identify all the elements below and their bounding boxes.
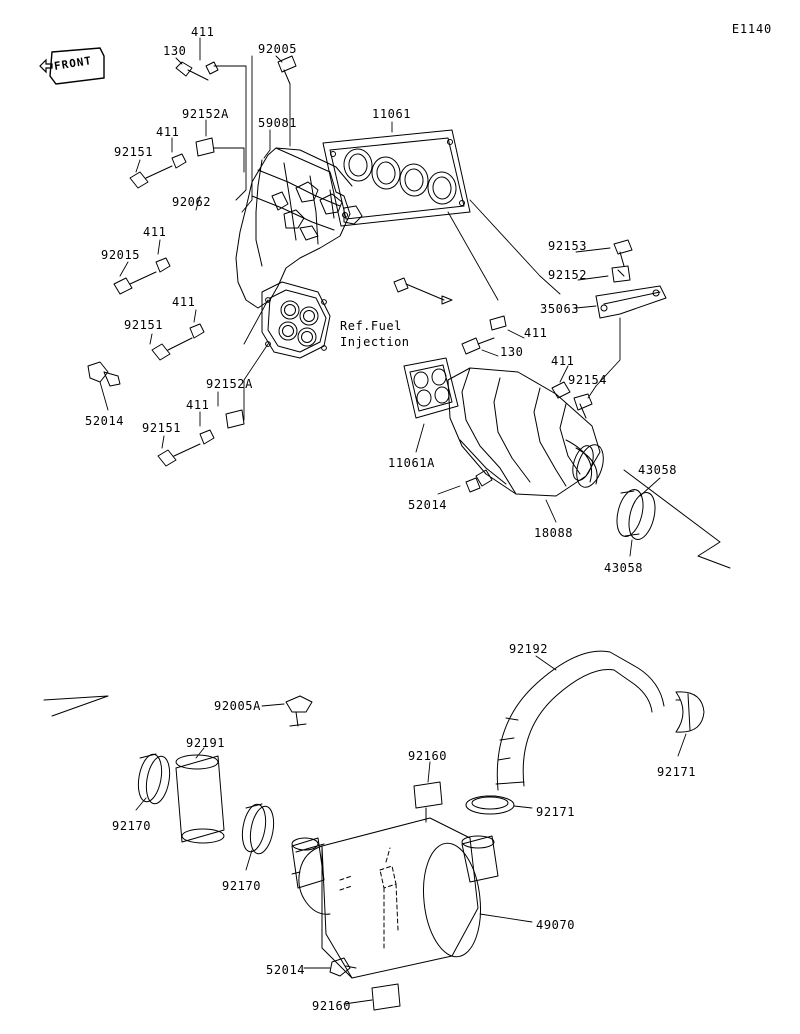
part-label: 130	[500, 345, 524, 359]
part-92160-damper-bottom	[372, 984, 400, 1010]
part-label: 411	[172, 295, 196, 309]
front-direction-badge	[38, 44, 106, 88]
part-label: 411	[551, 354, 575, 368]
part-label: 92151	[142, 421, 182, 435]
part-label: 92062	[172, 195, 212, 209]
fastener-group-right	[552, 382, 592, 418]
part-label: 59081	[258, 116, 298, 130]
part-label: 411	[156, 125, 180, 139]
part-label: 92005	[258, 42, 298, 56]
part-label: 411	[524, 326, 548, 340]
part-92191-tube	[176, 755, 224, 843]
part-92171-clamp-center	[466, 796, 514, 814]
part-92192-hose	[496, 651, 664, 790]
part-43058-clamp	[613, 487, 660, 542]
part-11061-gasket	[323, 130, 470, 226]
diagram-code: E1140	[731, 22, 772, 36]
part-label: 43058	[604, 561, 644, 575]
part-label: 92160	[408, 749, 448, 763]
part-label: 11061	[372, 107, 412, 121]
ref-note-line-2: Injection	[340, 335, 410, 349]
ref-note-line-1: Ref.Fuel	[340, 319, 402, 333]
part-label: 92171	[657, 765, 697, 779]
part-label: 49070	[536, 918, 576, 932]
ref-fuel-injection-note	[340, 318, 410, 350]
part-label: 18088	[534, 526, 574, 540]
part-label: 92171	[536, 805, 576, 819]
part-label: 43058	[638, 463, 678, 477]
part-label: 92015	[101, 248, 141, 262]
part-92005A-fitting	[286, 696, 312, 726]
part-label: 35063	[540, 302, 580, 316]
part-label: 52014	[408, 498, 448, 512]
part-label: 411	[191, 25, 215, 39]
part-label: 11061A	[388, 456, 435, 470]
part-11061A-gasket	[404, 358, 458, 418]
part-label: 92151	[124, 318, 164, 332]
part-label: 92170	[222, 879, 262, 893]
part-label: 92152A	[206, 377, 253, 391]
part-label: 92005A	[214, 699, 261, 713]
part-label: 92153	[548, 239, 588, 253]
part-35063-bracket	[596, 240, 666, 318]
part-label: 52014	[266, 963, 306, 977]
part-label: 411	[186, 398, 210, 412]
part-label: 92192	[509, 642, 549, 656]
part-49070-muffler	[292, 818, 498, 978]
part-92170-clamp-right	[239, 802, 277, 855]
part-18088-exhaust-pipe	[448, 368, 608, 496]
part-label: 92152A	[182, 107, 229, 121]
front-badge-text: FRONT	[53, 54, 93, 73]
part-label: 52014	[85, 414, 125, 428]
part-label: 411	[143, 225, 167, 239]
part-92170-clamp-left	[135, 752, 173, 805]
part-label: 130	[163, 44, 187, 58]
part-label: 92170	[112, 819, 152, 833]
part-label: 92152	[548, 268, 588, 282]
part-label: 92151	[114, 145, 154, 159]
part-label: 92154	[568, 373, 608, 387]
part-label: 92160	[312, 999, 352, 1013]
part-59081-intake-body	[236, 148, 362, 308]
part-92171-clamp-right	[676, 692, 704, 732]
part-92160-damper-top	[414, 782, 442, 822]
part-throttle-body-face	[262, 282, 330, 358]
part-label: 92191	[186, 736, 226, 750]
part-intake-stud	[394, 278, 452, 304]
